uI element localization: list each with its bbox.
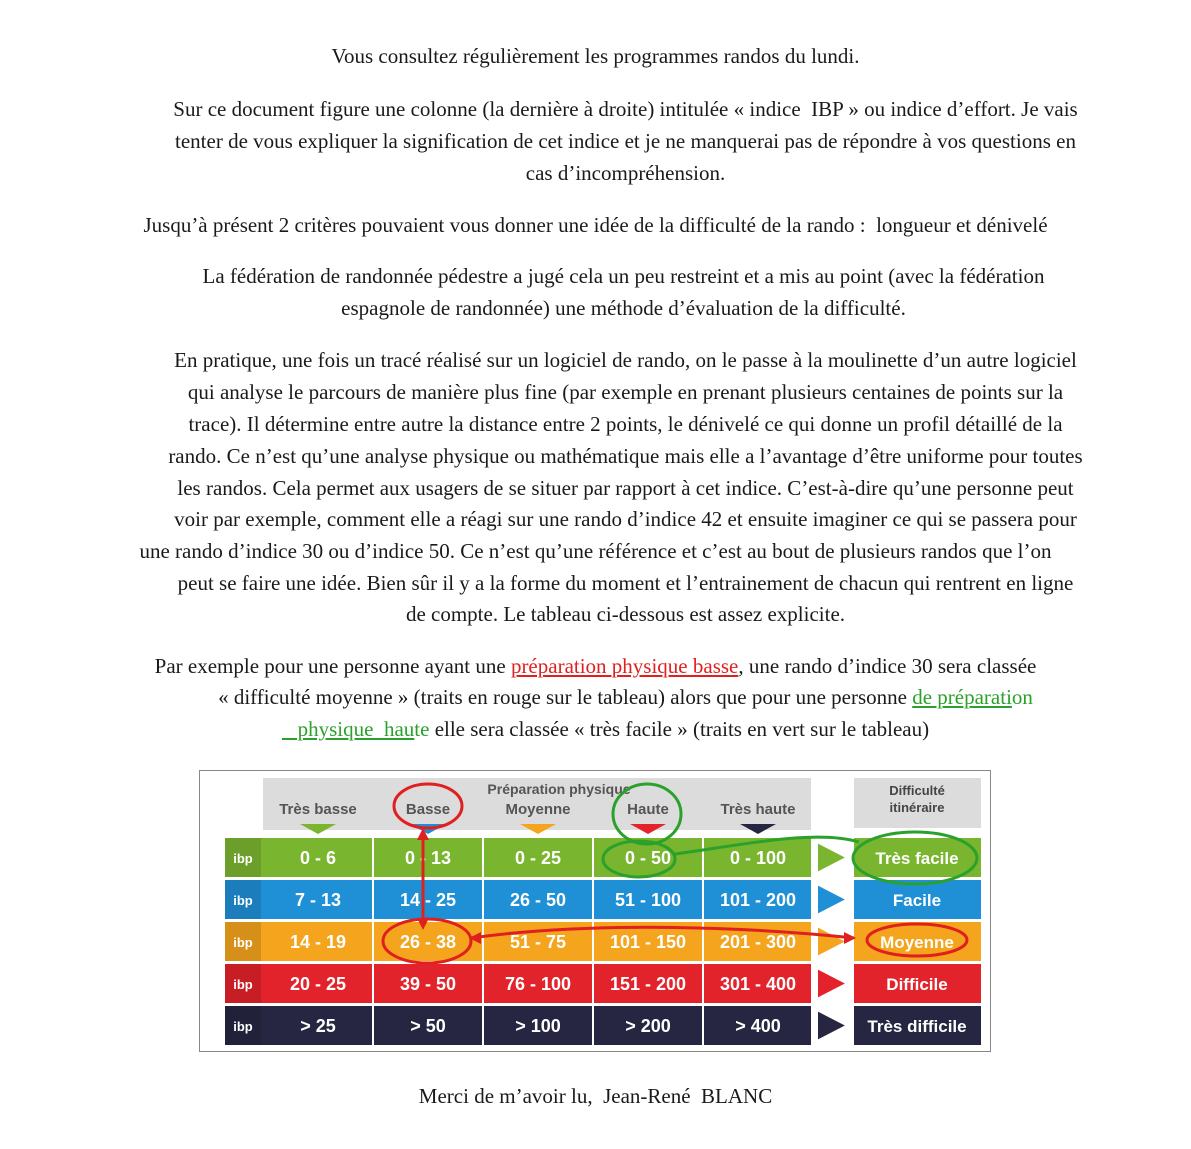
ibp-tag: ibp (233, 851, 253, 866)
cell-value: 0 - 100 (729, 848, 787, 868)
low-preparation-highlight: préparation physique basse (510, 654, 739, 678)
difficulty-label: Difficile (886, 975, 948, 994)
paragraph-5-line-1: En pratique, une fois un tracé réalisé sur un logiciel de rando, on le passe à la moulinette d’un autre logiciel (174, 348, 1077, 372)
ibp-table (199, 770, 991, 1052)
p6-text-a: Par exemple pour une personne ayant une (154, 654, 511, 678)
cell-value: 0 - 6 (299, 848, 337, 868)
cell-value: 151 - 200 (609, 974, 687, 994)
paragraph-4-line-1: La fédération de randonnée pédestre a jugé cela un peu restreint et a mis au point (avec la fédération (202, 264, 1045, 288)
cell-value: 301 - 400 (719, 974, 797, 994)
paragraph-5-line-5: les randos. Cela permet aux usagers de se situer par rapport à cet indice. C’est-à-dire qu’une personne peut (177, 476, 1074, 500)
cell-value: 20 - 25 (289, 974, 347, 994)
paragraph-5-line-9: de compte. Le tableau ci-dessous est assez explicite. (405, 602, 846, 626)
table-row (225, 964, 981, 1003)
column-header-3: Haute (627, 801, 669, 818)
paragraph-5-line-8: peut se faire une idée. Bien sûr il y a la forme du moment et l’entrainement de chacun qui rentrent en ligne (177, 571, 1074, 595)
table-row (225, 880, 981, 919)
column-header-2: Moyenne (505, 801, 571, 818)
ibp-tag: ibp (233, 1019, 253, 1034)
p6-text-d: elle sera classée « très facile » (traits en vert sur le tableau) (429, 717, 930, 741)
cell-value: 0 - 13 (404, 848, 452, 868)
cell-value: 201 - 300 (719, 932, 797, 952)
cell-value: 101 - 200 (719, 890, 797, 910)
paragraph-2-line-1: Sur ce document figure une colonne (la dernière à droite) intitulée « indice IBP » ou indice d’effort. Je vais (173, 97, 1078, 121)
cell-value: 51 - 100 (614, 890, 682, 910)
paragraph-3-line-1: Jusqu’à présent 2 critères pouvaient vous donner une idée de la difficulté de la rando : longueur et dénivelé (143, 213, 1048, 237)
cell-value: > 400 (735, 1016, 781, 1036)
cell-value: > 100 (515, 1016, 561, 1036)
cell-value: 39 - 50 (399, 974, 457, 994)
p6-text-c: « difficulté moyenne » (traits en rouge sur le tableau) alors que pour une personne (218, 685, 913, 709)
cell-value: 0 - 50 (624, 848, 672, 868)
paragraph-5-line-3: trace). Il détermine entre autre la distance entre 2 points, le dénivelé ce qui donne un profil détaillé de la (188, 412, 1063, 436)
paragraph-6-line-2 (30, 681, 1191, 713)
high-preparation-highlight-2: on (1011, 685, 1033, 709)
table-row (225, 1006, 981, 1045)
cell-value: 51 - 75 (509, 932, 567, 952)
paragraph-2-line-2: tenter de vous expliquer la signification de cet indice et je ne manquerai pas de répondre à vos questions en (175, 129, 1076, 153)
ibp-table-figure (199, 770, 991, 1052)
cell-value: 14 - 19 (289, 932, 347, 952)
intro-line: Vous consultez régulièrement les programmes randos du lundi. (331, 44, 860, 68)
paragraph-5-line-4: rando. Ce n’est qu’une analyse physique ou mathématique mais elle a l’avantage d’être uniforme pour toutes (168, 444, 1083, 468)
column-header-4: Très haute (720, 801, 796, 818)
paragraph-6-line-1 (0, 650, 1191, 682)
paragraph-5-line-2: qui analyse le parcours de manière plus fine (par exemple en prenant plusieurs centaines de points sur la (187, 380, 1064, 404)
paragraph-6-line-3 (10, 713, 1191, 745)
signature: Merci de m’avoir lu, Jean-René BLANC (418, 1084, 773, 1108)
difficulty-label: Facile (892, 891, 942, 910)
paragraph-2-line-3: cas d’incompréhension. (525, 161, 726, 185)
difficulty-header-line-1: Difficulté (889, 783, 945, 798)
difficulty-label: Très facile (875, 849, 959, 868)
column-header-0: Très basse (279, 801, 357, 818)
cell-value: 76 - 100 (504, 974, 572, 994)
difficulty-header-line-2: itinéraire (889, 800, 945, 815)
cell-value: > 200 (625, 1016, 671, 1036)
paragraph-4-line-2: espagnole de randonnée) une méthode d’évaluation de la difficulté. (341, 296, 906, 320)
high-preparation-highlight-4: te (414, 717, 430, 741)
cell-value: 26 - 50 (509, 890, 567, 910)
cell-value: 0 - 25 (514, 848, 562, 868)
high-preparation-highlight-3: physique hau (281, 717, 415, 741)
paragraph-5-line-7: une rando d’indice 30 ou d’indice 50. Ce n’est qu’une référence et c’est au bout de plusieurs randos que l’on (139, 539, 1052, 563)
ibp-tag: ibp (233, 893, 253, 908)
cell-value: > 25 (300, 1016, 336, 1036)
difficulty-label: Très difficile (867, 1017, 967, 1036)
header-title: Préparation physique (487, 781, 631, 797)
cell-value: 101 - 150 (609, 932, 687, 952)
ibp-tag: ibp (233, 977, 253, 992)
column-header-1: Basse (405, 801, 451, 818)
paragraph-5-line-6: voir par exemple, comment elle a réagi sur une rando d’indice 42 et ensuite imaginer ce qui se passera pour (174, 507, 1077, 531)
p6-text-b: , une rando d’indice 30 sera classée (738, 654, 1037, 678)
high-preparation-highlight-1: de préparati (912, 685, 1012, 709)
ibp-tag: ibp (233, 935, 253, 950)
cell-value: 14 - 25 (399, 890, 457, 910)
cell-value: > 50 (410, 1016, 446, 1036)
cell-value: 7 - 13 (294, 890, 342, 910)
difficulty-label: Moyenne (880, 933, 954, 952)
cell-value: 26 - 38 (399, 932, 457, 952)
